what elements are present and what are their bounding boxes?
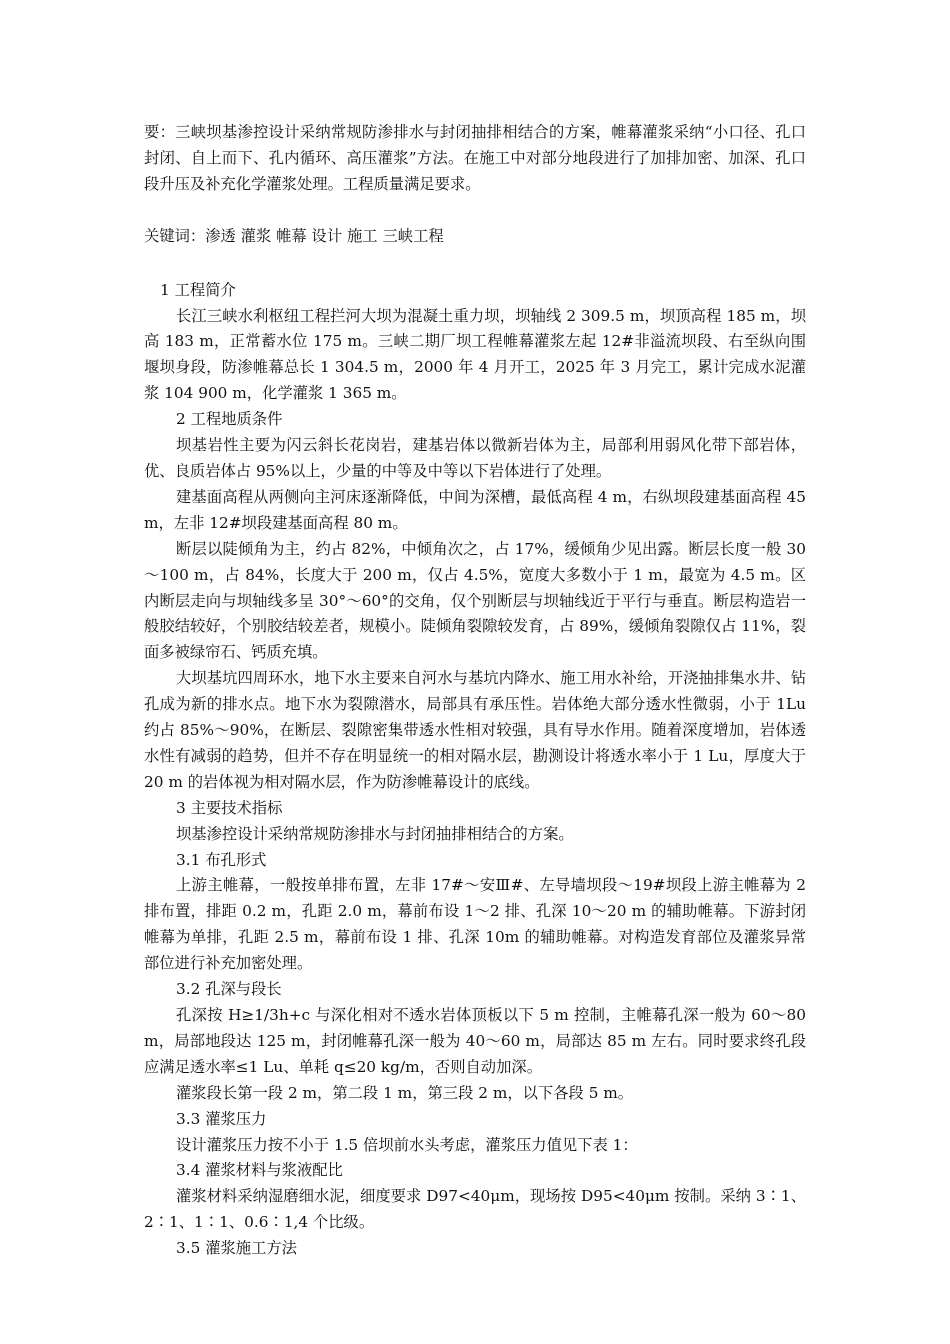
spacer [144,250,806,278]
section-2-paragraph-3: 断层以陡倾角为主，约占 82%，中倾角次之，占 17%，缓倾角少见出露。断层长度一般 30～100 m，占 84%，长度大于 200 m，仅占 4.5%，宽度大多数小于 1 m，最宽为 4.5 m。区内断层走向与坝轴线多呈 30°～60°的交角，仅个别断层与坝轴线近于平行与垂直。断层构造岩一般胶结较好，个别胶结较差者，规模小。陡倾角裂隙较发育，占 89%，缓倾角裂隙仅占 11%，裂面多被绿帘石、钙质充填。 [144,539,806,662]
section-1-heading: 1 工程简介 [160,280,236,299]
section-1-paragraph: 长江三峡水利枢纽工程拦河大坝为混凝土重力坝，坝轴线 2 309.5 m，坝顶高程 185 m，坝高 183 m，正常蓄水位 175 m。三峡二期厂坝工程帷幕灌浆左起 12#非溢流坝段、右至纵向围堰坝身段，防渗帷幕总长 1 304.5 m，2000 年 4 月开工，2025 年 3 月完工，累计完成水泥灌浆 104 900 m，化学灌浆 1 365 m。 [144,306,806,403]
section-3-2-heading: 3.2 孔深与段长 [176,980,282,999]
section-3-paragraph: 坝基渗控设计采纳常规防渗排水与封闭抽排相结合的方案。 [176,824,574,843]
section-3-3-paragraph: 设计灌浆压力按不小于 1.5 倍坝前水头考虑，灌浆压力值见下表 1： [176,1135,638,1154]
keywords-line: 关键词：渗透 灌浆 帷幕 设计 施工 三峡工程 [144,226,444,245]
section-2-paragraph-2: 建基面高程从两侧向主河床逐渐降低，中间为深槽，最低高程 4 m，右纵坝段建基面高程 45 m，左非 12#坝段建基面高程 80 m。 [144,487,806,532]
section-3-1-paragraph: 上游主帷幕，一般按单排布置，左非 17#～安Ⅲ#、左导墙坝段～19#坝段上游主帷幕为 2 排布置，排距 0.2 m，孔距 2.0 m，幕前布设 1～2 排、孔深 10～20 m 的辅助帷幕。下游封闭帷幕为单排，孔距 2.5 m，幕前布设 1 排、孔深 10m 的辅助帷幕。对构造发育部位及灌浆异常部位进行补充加密处理。 [144,876,806,973]
section-3-3-heading: 3.3 灌浆压力 [176,1109,267,1128]
section-3-heading: 3 主要技术指标 [176,798,283,817]
section-2-paragraph-4: 大坝基坑四周环水，地下水主要来自河水与基坑内降水、施工用水补给，开浇抽排集水井、钻孔成为新的排水点。地下水为裂隙潜水，局部具有承压性。岩体绝大部分透水性微弱，小于 1Lu 约占 85%～90%，在断层、裂隙密集带透水性相对较强，具有导水作用。随着深度增加，岩体透水性有减弱的趋势，但并不存在明显统一的相对隔水层，勘测设计将透水率小于 1 Lu，厚度大于 20 m 的岩体视为相对隔水层，作为防渗帷幕设计的底线。 [144,669,806,791]
section-2-heading: 2 工程地质条件 [176,410,283,429]
section-3-4-paragraph: 灌浆材料采纳湿磨细水泥，细度要求 D97<40μm，现场按 D95<40μm 按制。采纳 3∶1、2∶1、1∶1、0.6∶1,4 个比级。 [144,1187,806,1232]
section-2-paragraph-1: 坝基岩性主要为闪云斜长花岗岩，建基岩体以微新岩体为主，局部利用弱风化带下部岩体，优、良质岩体占 95%以上，少量的中等及中等以下岩体进行了处理。 [144,436,806,480]
section-3-2-paragraph-1: 孔深按 H≥1/3h+c 与深化相对不透水岩体顶板以下 5 m 控制，主帷幕孔深一般为 60～80 m，局部地段达 125 m，封闭帷幕孔深一般为 40～60 m，局部达 85 m 左右。同时要求终孔段应满足透水率≤1 Lu、单耗 q≤20 kg/m，否则自动加深。 [144,1006,806,1076]
abstract-paragraph: 要：三峡坝基渗控设计采纳常规防渗排水与封闭抽排相结合的方案，帷幕灌浆采纳“小口径、孔口封闭、自上而下、孔内循环、高压灌浆”方法。在施工中对部分地段进行了加排加密、加深、孔口段升压及补充化学灌浆处理。工程质量满足要求。 [144,123,806,193]
section-3-2-paragraph-2: 灌浆段长第一段 2 m，第二段 1 m，第三段 2 m，以下各段 5 m。 [176,1083,634,1102]
section-3-1-heading: 3.1 布孔形式 [176,850,267,869]
section-3-4-heading: 3.4 灌浆材料与浆液配比 [176,1161,343,1180]
section-3-5-heading: 3.5 灌浆施工方法 [176,1239,297,1258]
spacer [144,198,806,224]
document-page [144,120,806,1262]
